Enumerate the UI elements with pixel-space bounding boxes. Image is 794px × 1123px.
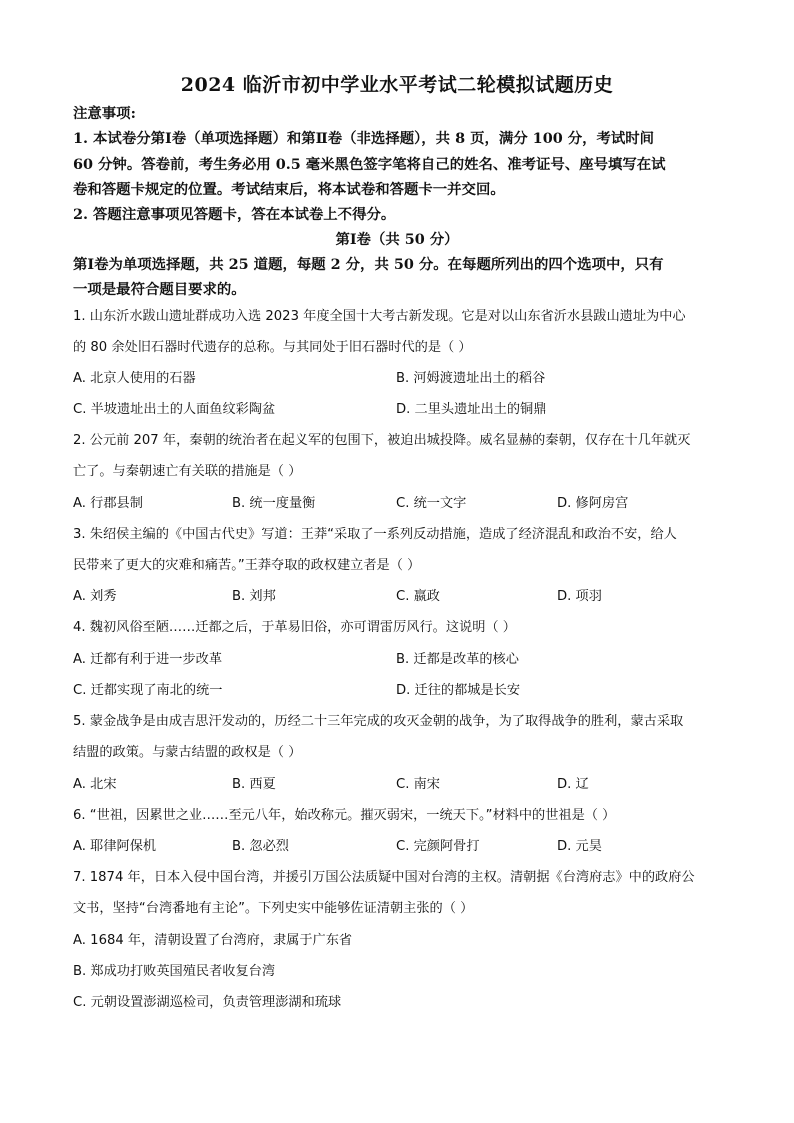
- question-4-option-b: B. 迁都是改革的核心: [396, 652, 519, 667]
- notice-line: 卷和答题卡规定的位置。考试结束后，将本试卷和答题卡一并交回。: [73, 181, 505, 198]
- question-2-option-c: C. 统一文字: [396, 496, 467, 511]
- question-5-option-d: D. 辽: [557, 777, 589, 792]
- question-6-option-d: D. 元昊: [557, 839, 602, 854]
- question-4-text: 4. 魏初风俗至陋……迁都之后，于革易旧俗，亦可谓雷厉风行。这说明（ ）: [73, 620, 516, 635]
- question-1-option-d: D. 二里头遗址出土的铜鼎: [396, 402, 547, 417]
- question-2-text: 2. 公元前 207 年，秦朝的统治者在起义军的包围下，被迫出城投降。威名显赫的秦朝，仅存在十几年就灭: [73, 433, 691, 448]
- question-6-option-a: A. 耶律阿保机: [73, 839, 157, 854]
- question-2-option-b: B. 统一度量衡: [232, 496, 316, 511]
- question-7-text: 文书，坚持“台湾番地有主论”。下列史实中能够佐证清朝主张的（ ）: [73, 901, 474, 916]
- question-2-option-a: A. 行郡县制: [73, 496, 143, 511]
- question-1-text: 1. 山东沂水跋山遗址群成功入选 2023 年度全国十大考古新发现。它是对以山东省沂水县跋山遗址为中心: [73, 309, 686, 324]
- question-7-option-c: C. 元朝设置澎湖巡检司，负责管理澎湖和琉球: [73, 995, 342, 1010]
- question-1-option-a: A. 北京人使用的石器: [73, 371, 196, 386]
- question-5-text: 5. 蒙金战争是由成吉思汗发动的，历经二十三年完成的攻灭金朝的战争，为了取得战争的胜利，蒙古采取: [73, 714, 684, 729]
- question-3-option-c: C. 嬴政: [396, 589, 440, 604]
- question-7-text: 7. 1874 年，日本入侵中国台湾，并援引万国公法质疑中国对台湾的主权。清朝据《台湾府志》中的政府公: [73, 870, 695, 885]
- notice-line: 2. 答题注意事项见答题卡，答在本试卷上不得分。: [73, 206, 396, 223]
- exam-title: 2024 临沂市初中学业水平考试二轮模拟试题历史: [180, 74, 614, 96]
- question-5-option-b: B. 西夏: [232, 777, 276, 792]
- question-2-option-d: D. 修阿房宫: [557, 496, 629, 511]
- notice-heading: 注意事项:: [73, 105, 136, 122]
- section-instruction: 第Ⅰ卷为单项选择题，共 25 道题，每题 2 分，共 50 分。在每题所列出的四个选项中，只有: [73, 256, 664, 273]
- question-7-option-b: B. 郑成功打败英国殖民者收复台湾: [73, 964, 276, 979]
- question-3-option-d: D. 项羽: [557, 589, 602, 604]
- section-title: 第Ⅰ卷（共 50 分）: [335, 231, 459, 248]
- question-1-option-b: B. 河姆渡遗址出土的稻谷: [396, 371, 546, 386]
- question-1-option-c: C. 半坡遗址出土的人面鱼纹彩陶盆: [73, 402, 276, 417]
- question-4-option-d: D. 迁往的都城是长安: [396, 683, 521, 698]
- question-4-option-a: A. 迁都有利于进一步改革: [73, 652, 223, 667]
- question-3-text: 民带来了更大的灾难和痛苦。”王莽夺取的政权建立者是（ ）: [73, 558, 421, 573]
- question-5-option-a: A. 北宋: [73, 777, 117, 792]
- question-3-option-b: B. 刘邦: [232, 589, 276, 604]
- question-2-text: 亡了。与秦朝速亡有关联的措施是（ ）: [73, 464, 302, 479]
- question-3-text: 3. 朱绍侯主编的《中国古代史》写道：王莽“采取了一系列反动措施，造成了经济混乱和政治不安，给人: [73, 527, 677, 542]
- question-7-option-a: A. 1684 年，清朝设置了台湾府，隶属于广东省: [73, 933, 353, 948]
- notice-line: 1. 本试卷分第Ⅰ卷（单项选择题）和第Ⅱ卷（非选择题），共 8 页，满分 100 分，考试时间: [73, 130, 655, 147]
- question-5-text: 结盟的政策。与蒙古结盟的政权是（ ）: [73, 745, 302, 760]
- question-1-text: 的 80 余处旧石器时代遗存的总称。与其同处于旧石器时代的是（ ）: [73, 340, 472, 355]
- notice-line: 60 分钟。答卷前，考生务必用 0.5 毫米黑色签字笔将自己的姓名、准考证号、座号填写在试: [73, 156, 666, 173]
- question-6-option-c: C. 完颜阿骨打: [396, 839, 480, 854]
- question-6-text: 6. “世祖，因累世之业……至元八年，始改称元。摧灭弱宋，一统天下。”材料中的世祖是（ ）: [73, 808, 616, 823]
- question-4-option-c: C. 迁都实现了南北的统一: [73, 683, 223, 698]
- question-6-option-b: B. 忽必烈: [232, 839, 289, 854]
- question-5-option-c: C. 南宋: [396, 777, 440, 792]
- section-instruction: 一项是最符合题目要求的。: [73, 281, 246, 298]
- question-3-option-a: A. 刘秀: [73, 589, 117, 604]
